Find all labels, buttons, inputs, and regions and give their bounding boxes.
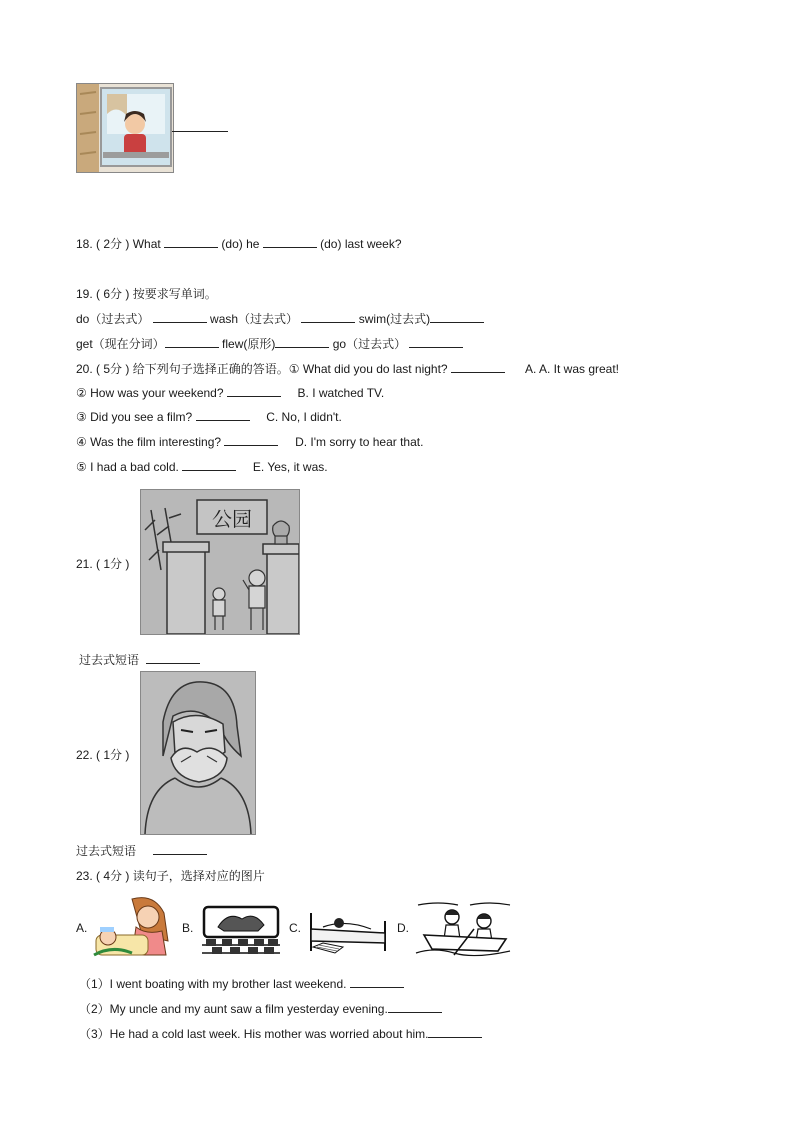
coughing-girl-drawing <box>141 672 255 834</box>
q18-blank-2[interactable] <box>263 236 317 248</box>
q23-score: ( 4分 ) <box>96 869 130 883</box>
q19-word: swim(过去式) <box>358 312 431 326</box>
q20-question: What did you do last night? <box>302 362 448 376</box>
q23-number: 23. <box>76 869 93 883</box>
q20-blank[interactable] <box>451 361 505 373</box>
question-22-label <box>76 746 129 763</box>
question-21-label <box>76 555 129 572</box>
q18-text-a: What <box>132 237 161 251</box>
q20-mark: ⑤ <box>76 460 87 474</box>
q21-prompt: 过去式短语 <box>79 653 140 667</box>
q20-answer: B. I watched TV. <box>297 386 385 400</box>
q23-sentence-3 <box>79 1025 482 1042</box>
q23-title: 读句子，选择对应的图片 <box>132 869 265 883</box>
q20-question: How was your weekend? <box>90 386 224 400</box>
q20-mark: ③ <box>76 410 87 424</box>
q20-blank[interactable] <box>196 409 250 421</box>
q19-word: wash（过去式） <box>210 312 299 326</box>
q22-score: ( 1分 ) <box>96 748 130 762</box>
park-gate-drawing <box>141 490 299 634</box>
q23-blank[interactable] <box>428 1026 482 1038</box>
q22-prompt: 过去式短语 <box>76 844 137 858</box>
cinema-screen-drawing <box>198 905 284 957</box>
q20-question: I had a bad cold. <box>90 460 179 474</box>
park-sign-text: 公园 <box>212 507 252 531</box>
q20-answer: A. A. It was great! <box>524 362 620 376</box>
q19-word: do（过去式） <box>76 312 150 326</box>
question-20-line-3 <box>76 409 342 424</box>
mother-with-sick-child-picture[interactable] <box>92 895 174 959</box>
question-20-line-5 <box>76 459 328 474</box>
q20-answer: D. I'm sorry to hear that. <box>295 435 424 449</box>
bed-drawing <box>305 903 391 957</box>
q19-row-1 <box>76 310 484 327</box>
q18-score: ( 2分 ) <box>96 237 130 251</box>
park-gate-picture <box>140 489 300 635</box>
bed-picture[interactable] <box>305 903 391 957</box>
q23-sentence-1 <box>79 975 404 992</box>
q19-blank[interactable] <box>153 311 207 323</box>
question-19-header <box>76 285 217 302</box>
q19-row-2 <box>76 335 463 352</box>
boating-picture[interactable] <box>414 899 512 957</box>
q21-number: 21. <box>76 557 93 571</box>
q23-option-d-label: D. <box>397 921 409 935</box>
question-20-line-2 <box>76 385 384 400</box>
q20-answer: E. Yes, it was. <box>252 460 328 474</box>
q19-blank[interactable] <box>165 336 219 348</box>
q23-option-a-label: A. <box>76 921 88 935</box>
q19-title: 按要求写单词。 <box>132 287 217 301</box>
q18-number: 18. <box>76 237 93 251</box>
q20-blank[interactable] <box>224 434 278 446</box>
q23-option-b-label: B. <box>182 921 194 935</box>
coughing-girl-picture <box>140 671 256 835</box>
q19-blank[interactable] <box>301 311 355 323</box>
q20-title: 给下列句子选择正确的答语。 <box>132 362 289 376</box>
q23-blank[interactable] <box>388 1001 442 1013</box>
q21-blank[interactable] <box>146 652 200 664</box>
q19-blank[interactable] <box>430 311 484 323</box>
q23-sentence: （1）I went boating with my brother last weekend. <box>79 977 347 991</box>
q18-text-b: (do) he <box>221 237 260 251</box>
q23-sentence-2 <box>79 1000 442 1017</box>
q19-number: 19. <box>76 287 93 301</box>
cinema-screen-picture[interactable] <box>198 905 284 957</box>
boating-drawing <box>414 899 512 957</box>
question-20-line-4 <box>76 434 423 449</box>
q23-sentence: （3）He had a cold last week. His mother was worried about him. <box>79 1027 429 1041</box>
q20-blank[interactable] <box>182 459 236 471</box>
q21-score: ( 1分 ) <box>96 557 130 571</box>
q20-blank[interactable] <box>227 385 281 397</box>
q20-mark: ④ <box>76 435 87 449</box>
q23-option-c-label: C. <box>289 921 301 935</box>
q19-blank[interactable] <box>409 336 463 348</box>
q22-blank[interactable] <box>153 843 207 855</box>
q20-question: Did you see a film? <box>90 410 193 424</box>
q19-word: go（过去式） <box>332 337 407 351</box>
q19-word: get（现在分词） <box>76 337 165 351</box>
top-answer-blank[interactable] <box>172 120 228 135</box>
girl-at-window-picture <box>76 83 174 173</box>
q20-number: 20. <box>76 362 93 376</box>
question-20-line-1 <box>76 360 619 377</box>
q20-mark: ② <box>76 386 87 400</box>
q21-prompt-line <box>79 651 200 668</box>
q20-mark: ① <box>288 362 300 376</box>
q18-blank-1[interactable] <box>164 236 218 248</box>
question-23-header <box>76 867 265 884</box>
mother-with-sick-child-drawing <box>92 895 174 959</box>
q20-answer: C. No, I didn't. <box>266 410 342 424</box>
q18-text-c: (do) last week? <box>320 237 402 251</box>
q23-sentence: （2）My uncle and my aunt saw a film yesterday evening. <box>79 1002 388 1016</box>
q20-score: ( 5分 ) <box>96 362 130 376</box>
q19-score: ( 6分 ) <box>96 287 130 301</box>
q20-question: Was the film interesting? <box>90 435 222 449</box>
q23-blank[interactable] <box>350 976 404 988</box>
question-18 <box>76 235 402 252</box>
q19-blank[interactable] <box>275 336 329 348</box>
q19-word: flew(原形) <box>222 337 276 351</box>
girl-at-window-drawing <box>77 84 173 172</box>
q22-number: 22. <box>76 748 93 762</box>
q22-prompt-line <box>76 842 207 859</box>
